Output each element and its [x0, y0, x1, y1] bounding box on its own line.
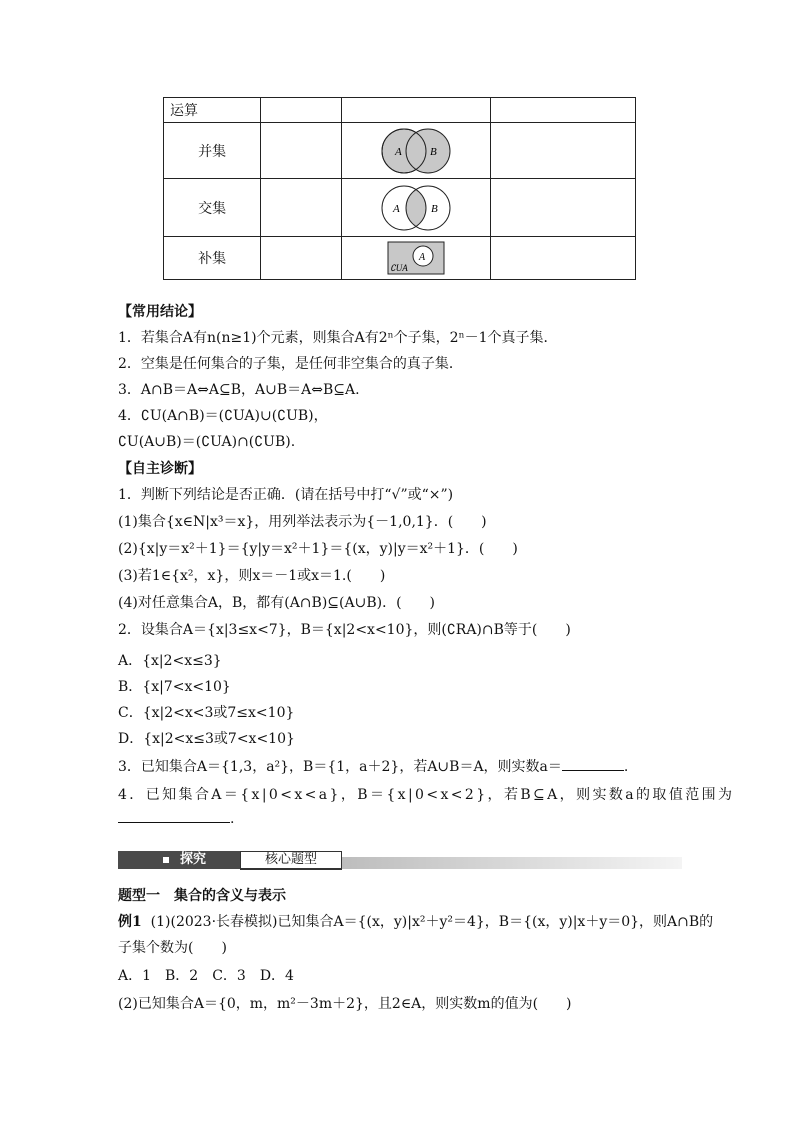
union-label: 并集 — [164, 123, 261, 179]
intersection-label: 交集 — [164, 179, 261, 237]
union-venn-diagram — [378, 127, 454, 175]
example-choices: A．1 B．2 C．3 D．4 — [118, 968, 294, 984]
question-1-item-4: (4)对任意集合A，B，都有(A∩B)⊆(A∪B)．( ) — [118, 595, 435, 611]
example-text-1: (1)(2023·长春模拟)已知集合A＝{(x，y)|x²＋y²＝4}，B＝{(x，y)|x＋y＝0}，则A∩B的 — [150, 914, 714, 930]
conclusion-item-3: 3．A∩B＝A⇔A⊆B，A∪B＝A⇔B⊆A. — [118, 382, 360, 398]
set-operations-table — [163, 97, 636, 280]
question-3 — [118, 756, 686, 777]
conclusion-item-5: ∁U(A∪B)＝(∁UA)∩(∁UB). — [118, 434, 296, 450]
example-label: 例1 — [118, 914, 142, 930]
question-3-end: . — [623, 759, 629, 775]
example-line-2: 子集个数为( ) — [118, 940, 227, 956]
question-2-option-a: A．{x|2<x≤3} — [118, 653, 222, 669]
diagnosis-heading: 【自主诊断】 — [118, 461, 202, 477]
example-line-1 — [118, 912, 714, 932]
conclusion-item-4: 4．∁U(A∩B)＝(∁UA)∪(∁UB)， — [118, 408, 328, 424]
question-4-answer-blank[interactable] — [118, 808, 230, 823]
question-3-text: 3．已知集合A＝{1,3，a²}，B＝{1，a＋2}，若A∪B＝A，则实数a＝ — [118, 759, 562, 775]
question-2-option-b: B．{x|7<x<10} — [118, 679, 231, 695]
table-row-union — [164, 123, 636, 179]
question-4-answer-line — [118, 808, 686, 829]
complement-venn-label-u: ∁UA — [390, 263, 409, 273]
intersection-venn-label-b: B — [431, 202, 439, 215]
question-4: 4．已知集合A＝{x|0<x<a}，B＝{x|0<x<2}，若B⊆A，则实数a的取值范围为 — [118, 787, 735, 803]
conclusion-item-2: 2．空集是任何集合的子集，是任何非空集合的真子集． — [118, 356, 463, 372]
complement-venn-label-a: A — [419, 252, 426, 263]
square-bullet-icon — [163, 857, 169, 863]
union-venn-label-b: B — [430, 145, 438, 158]
table-row-intersection — [164, 179, 636, 237]
union-venn-label-a: A — [395, 145, 403, 158]
intersection-venn-label-a: A — [393, 202, 401, 215]
complement-label: 补集 — [164, 237, 261, 280]
table-header-cell: 运算 — [164, 98, 261, 123]
complement-venn-diagram — [387, 241, 445, 275]
table-row-complement — [164, 237, 636, 280]
banner-box-label: 核心题型 — [240, 851, 342, 870]
banner-dark-label: 探究 — [180, 852, 207, 867]
question-1-item-2: (2){x|y＝x²＋1}＝{y|y＝x²＋1}＝{(x，y)|y＝x²＋1}．( ) — [118, 541, 518, 557]
question-1-item-1: (1)集合{x∈N|x³＝x}，用列举法表示为{－1,0,1}．( ) — [118, 514, 487, 530]
question-1-item-3: (3)若1∈{x²，x}，则x＝－1或x＝1.( ) — [118, 568, 386, 584]
question-1: 1．判断下列结论是否正确．(请在括号中打“√”或“×”) — [118, 487, 454, 503]
banner-dark-tab — [118, 851, 240, 869]
conclusion-item-1: 1．若集合A有n(n≥1)个元素，则集合A有2ⁿ个子集，2ⁿ－1个真子集． — [118, 330, 558, 346]
question-2: 2．设集合A＝{x|3≤x<7}，B＝{x|2<x<10}，则(∁RA)∩B等于( ) — [118, 622, 571, 638]
question-4-end: . — [230, 811, 235, 827]
question-2-option-d: D．{x|2<x≤3或7<x<10} — [118, 731, 295, 747]
conclusions-heading: 【常用结论】 — [118, 304, 202, 320]
question-2-option-c: C．{x|2<x<3或7≤x<10} — [118, 705, 295, 721]
example-part-2: (2)已知集合A＝{0，m，m²－3m＋2}，且2∈A，则实数m的值为( ) — [118, 996, 572, 1012]
section-title: 题型一 集合的含义与表示 — [118, 888, 286, 904]
intersection-venn-diagram — [378, 184, 454, 232]
section-banner — [118, 851, 682, 869]
question-3-answer-blank[interactable] — [562, 756, 624, 771]
table-header-row — [164, 98, 636, 123]
banner-gradient-bar — [342, 857, 682, 869]
